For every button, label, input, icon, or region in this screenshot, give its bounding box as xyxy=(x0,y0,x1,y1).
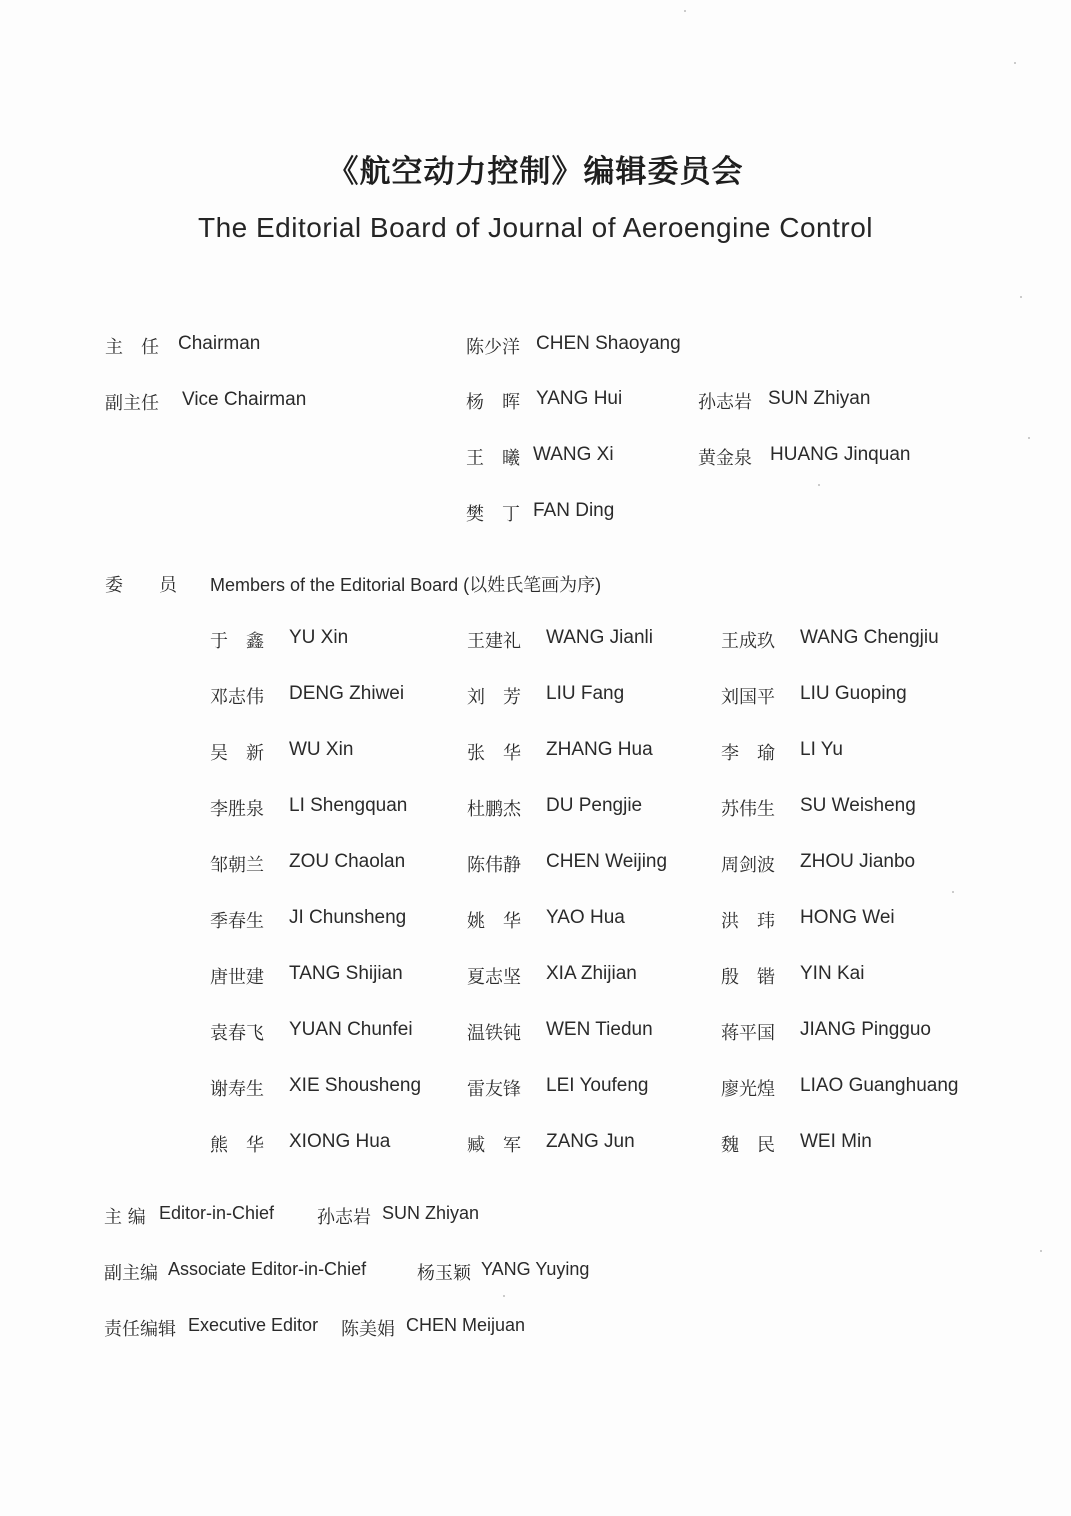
scan-speck xyxy=(818,484,820,486)
member-name-en: WEN Tiedun xyxy=(546,1019,653,1040)
member-name-cn: 王成玖 xyxy=(721,631,775,652)
members-label-en: Members of the Editorial Board (以姓氏笔画为序) xyxy=(210,575,602,595)
executive-editor-name-en: CHEN Meijuan xyxy=(406,1315,526,1335)
members-label-cn: 委 员 xyxy=(105,575,177,596)
member-name-en: WEI Min xyxy=(800,1131,872,1152)
vice-chairman-name-en: SUN Zhiyan xyxy=(768,388,871,409)
member-name-cn: 苏伟生 xyxy=(721,799,775,820)
member-name-cn: 陈伟静 xyxy=(467,855,521,876)
member-name-en: LIU Guoping xyxy=(800,683,907,704)
member-name-cn: 姚 华 xyxy=(467,911,521,932)
title-chinese: 《航空动力控制》编辑委员会 xyxy=(327,154,744,190)
member-name-en: ZANG Jun xyxy=(546,1131,635,1152)
editor-in-chief-name-en: SUN Zhiyan xyxy=(382,1203,480,1223)
member-name-en: XIA Zhijian xyxy=(546,963,637,984)
member-name-en: LIAO Guanghuang xyxy=(800,1075,959,1096)
member-name-cn: 雷友锋 xyxy=(467,1079,521,1100)
vice-chairman-name-cn: 杨 晖 xyxy=(466,392,520,413)
member-name-cn: 于 鑫 xyxy=(210,631,264,652)
scan-speck xyxy=(1028,437,1030,439)
member-name-en: XIONG Hua xyxy=(289,1131,391,1152)
associate-editor-label-en: Associate Editor-in-Chief xyxy=(168,1259,367,1279)
member-name-cn: 洪 玮 xyxy=(721,911,775,932)
member-name-en: LI Shengquan xyxy=(289,795,408,816)
vice-chairman-name-cn: 孙志岩 xyxy=(698,392,752,413)
member-name-cn: 季春生 xyxy=(210,911,264,932)
member-name-cn: 谢寿生 xyxy=(210,1079,264,1100)
member-name-cn: 刘 芳 xyxy=(467,687,521,708)
member-name-en: SU Weisheng xyxy=(800,795,916,816)
title-english: The Editorial Board of Journal of Aeroengine Control xyxy=(197,212,874,243)
member-name-en: HONG Wei xyxy=(800,907,895,928)
member-name-cn: 李胜泉 xyxy=(210,799,264,820)
member-name-cn: 廖光煌 xyxy=(721,1079,775,1100)
vice-chairman-name-en: YANG Hui xyxy=(536,388,623,409)
member-name-cn: 殷 锴 xyxy=(721,967,775,988)
executive-editor-label-cn: 责任编辑 xyxy=(104,1319,176,1340)
member-name-cn: 刘国平 xyxy=(721,687,775,708)
member-name-en: YAO Hua xyxy=(546,907,625,928)
editor-in-chief-name-cn: 孙志岩 xyxy=(317,1207,371,1228)
member-name-cn: 吴 新 xyxy=(210,743,264,764)
chairman-label-en: Chairman xyxy=(178,333,261,354)
member-name-en: LIU Fang xyxy=(546,683,625,704)
scan-speck xyxy=(1020,296,1022,298)
member-name-cn: 王建礼 xyxy=(467,631,521,652)
member-name-cn: 杜鹏杰 xyxy=(467,799,521,820)
member-name-cn: 魏 民 xyxy=(721,1135,775,1156)
member-name-cn: 邓志伟 xyxy=(210,687,264,708)
member-name-en: TANG Shijian xyxy=(289,963,403,984)
member-name-en: YIN Kai xyxy=(800,963,865,984)
member-name-en: ZHOU Jianbo xyxy=(800,851,916,872)
vice-chairman-name-en: FAN Ding xyxy=(533,500,615,521)
member-name-cn: 蒋平国 xyxy=(721,1023,775,1044)
member-name-cn: 张 华 xyxy=(467,743,521,764)
member-name-en: WU Xin xyxy=(289,739,354,760)
scan-speck xyxy=(503,1295,505,1297)
member-name-en: ZHANG Hua xyxy=(546,739,653,760)
member-name-en: CHEN Weijing xyxy=(546,851,668,872)
vice-chairman-name-cn: 黄金泉 xyxy=(698,448,752,469)
chairman-name-cn: 陈少洋 xyxy=(466,337,520,358)
member-name-en: DENG Zhiwei xyxy=(289,683,405,704)
member-name-en: ZOU Chaolan xyxy=(289,851,406,872)
member-name-en: JIANG Pingguo xyxy=(800,1019,931,1040)
chairman-name-en: CHEN Shaoyang xyxy=(536,333,681,354)
associate-editor-label-cn: 副主编 xyxy=(104,1263,158,1284)
vice-chairman-label-cn: 副主任 xyxy=(105,393,159,414)
member-name-cn: 熊 华 xyxy=(210,1135,264,1156)
executive-editor-name-cn: 陈美娟 xyxy=(341,1319,395,1340)
member-name-en: YUAN Chunfei xyxy=(289,1019,413,1040)
editor-in-chief-label-en: Editor-in-Chief xyxy=(159,1203,275,1223)
chairman-label-cn: 主 任 xyxy=(105,337,159,358)
member-name-cn: 臧 军 xyxy=(467,1135,521,1156)
member-name-cn: 唐世建 xyxy=(210,967,264,988)
scan-speck xyxy=(684,10,686,12)
member-name-cn: 温铁钝 xyxy=(467,1023,521,1044)
scan-speck xyxy=(1014,62,1016,64)
member-name-cn: 邹朝兰 xyxy=(210,855,264,876)
member-name-cn: 夏志坚 xyxy=(467,967,521,988)
editor-in-chief-label-cn: 主 编 xyxy=(104,1207,146,1228)
scan-speck xyxy=(1040,1250,1042,1252)
executive-editor-label-en: Executive Editor xyxy=(188,1315,319,1335)
member-name-cn: 李 瑜 xyxy=(721,743,775,764)
vice-chairman-label-en: Vice Chairman xyxy=(182,389,307,410)
vice-chairman-name-en: WANG Xi xyxy=(533,444,614,465)
member-name-en: DU Pengjie xyxy=(546,795,643,816)
member-name-en: LEI Youfeng xyxy=(546,1075,649,1096)
vice-chairman-name-en: HUANG Jinquan xyxy=(770,444,911,465)
member-name-cn: 袁春飞 xyxy=(210,1023,264,1044)
associate-editor-name-cn: 杨玉颖 xyxy=(417,1263,471,1284)
vice-chairman-name-cn: 樊 丁 xyxy=(466,504,520,525)
member-name-en: JI Chunsheng xyxy=(289,907,407,928)
member-name-en: WANG Chengjiu xyxy=(800,627,939,648)
member-name-cn: 周剑波 xyxy=(721,855,775,876)
scan-speck xyxy=(952,891,954,893)
member-name-en: XIE Shousheng xyxy=(289,1075,422,1096)
vice-chairman-name-cn: 王 曦 xyxy=(466,448,520,469)
member-name-en: WANG Jianli xyxy=(546,627,653,648)
member-name-en: LI Yu xyxy=(800,739,843,760)
member-name-en: YU Xin xyxy=(289,627,349,648)
associate-editor-name-en: YANG Yuying xyxy=(481,1259,590,1279)
